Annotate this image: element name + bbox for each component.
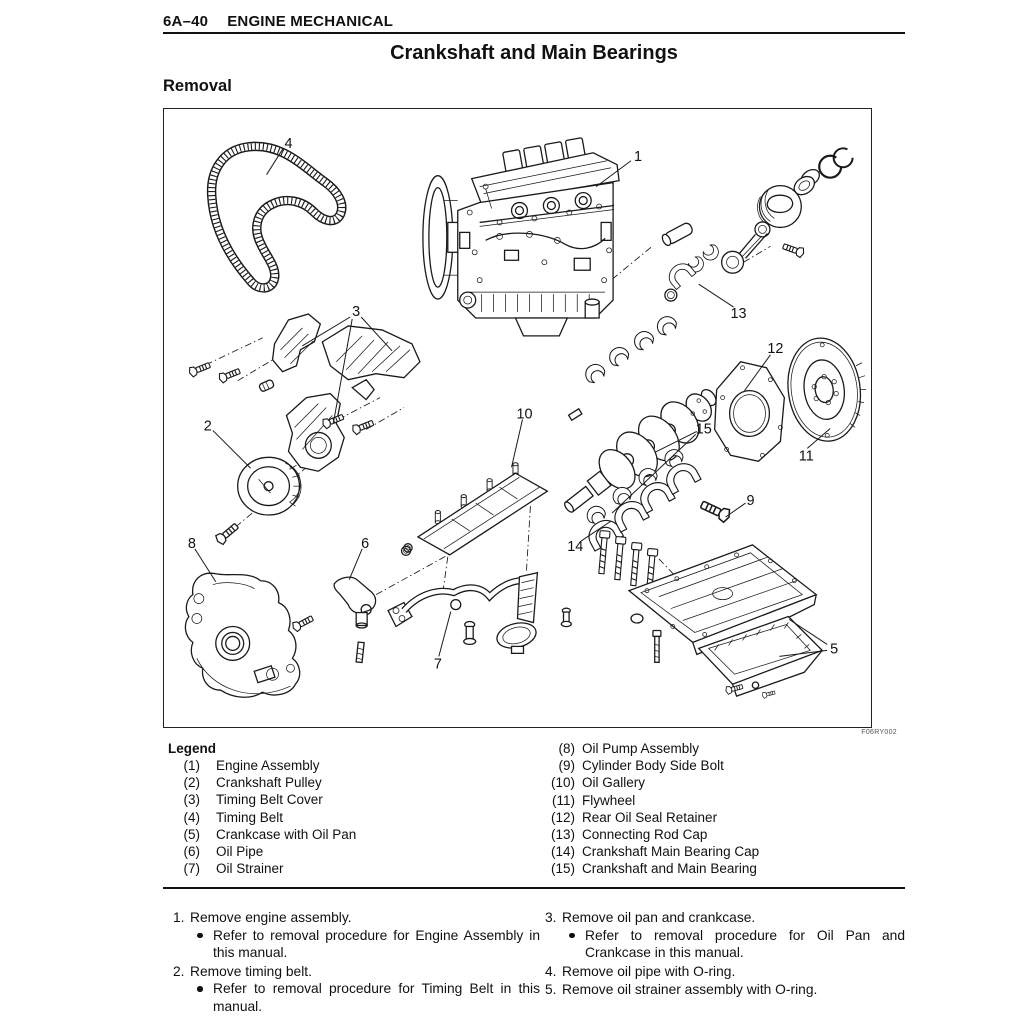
figure-frame: [163, 108, 872, 728]
legend-item-label: Oil Strainer: [216, 861, 284, 877]
legend-item-number: (3): [183, 792, 200, 808]
bullet-icon: [197, 933, 203, 939]
step-number: 4.: [545, 963, 557, 979]
legend-item-label: Cylinder Body Side Bolt: [582, 758, 724, 774]
legend-rule: [163, 887, 905, 889]
piston-connecting-rod-drawing: [661, 148, 853, 301]
legend-item-label: Connecting Rod Cap: [582, 827, 708, 843]
callout-5: 5: [830, 641, 839, 658]
bullet-icon: [569, 933, 575, 939]
legend-item: [545, 860, 759, 877]
legend-item-number: (11): [551, 792, 575, 808]
bullet-text: Refer to removal procedure for Timing Belt in this manual.: [213, 981, 540, 1014]
callout-14: 14: [567, 538, 584, 555]
procedure-step: [173, 909, 540, 927]
step-bullet: [173, 980, 540, 1015]
legend-item-label: Crankshaft and Main Bearing: [582, 861, 757, 877]
callout-12: 12: [767, 340, 784, 357]
legend-item-label: Crankshaft Main Bearing Cap: [582, 844, 760, 860]
legend-item: [176, 826, 356, 843]
legend-item-label: Crankshaft Pulley: [216, 775, 322, 791]
legend-item-number: (8): [558, 741, 575, 756]
step-text: Remove engine assembly.: [190, 910, 352, 925]
callout-15: 15: [695, 421, 712, 438]
legend-item-label: Crankcase with Oil Pan: [216, 826, 357, 842]
step-number: 3.: [545, 910, 557, 925]
bullet-text: Refer to removal procedure for Oil Pan and Crankcase in this manual.: [585, 927, 905, 961]
legend-item-number: (4): [183, 809, 200, 825]
figure-code: F06RY002: [861, 729, 897, 736]
step-text: Remove timing belt.: [190, 963, 312, 979]
legend-item-number: (2): [183, 775, 200, 791]
step-bullet: [173, 927, 540, 962]
step-number: 5.: [545, 982, 557, 998]
legend-item: [176, 843, 356, 860]
page-title: Crankshaft and Main Bearings: [390, 42, 678, 64]
subtitle-removal: Removal: [163, 77, 232, 95]
legend-item-number: (6): [183, 844, 200, 860]
legend-item: [176, 860, 356, 877]
callout-8: 8: [187, 535, 196, 552]
timing-belt-cover-drawing: [273, 314, 420, 471]
step-text: Remove oil pan and crankcase.: [562, 910, 756, 925]
legend-heading: Legend: [168, 741, 217, 756]
callout-1: 1: [633, 148, 643, 165]
legend-item-number: (9): [558, 758, 575, 774]
crankshaft-pulley-drawing: [238, 457, 301, 515]
legend-item-label: Timing Belt Cover: [216, 792, 323, 808]
step-number: 1.: [173, 910, 185, 925]
legend-item-label: Oil Gallery: [582, 775, 646, 791]
legend-item: [176, 791, 356, 808]
legend-item: [545, 740, 759, 757]
legend-item: [176, 809, 356, 826]
timing-belt-drawing: [212, 146, 342, 288]
legend-item: [545, 774, 759, 791]
callout-9: 9: [746, 493, 755, 510]
legend-item-label: Rear Oil Seal Retainer: [582, 809, 718, 825]
flywheel-drawing: [781, 333, 866, 445]
callout-10: 10: [516, 406, 533, 423]
running-header: [163, 13, 393, 30]
step-number: 2.: [173, 963, 185, 979]
section-code: 6A–40: [163, 13, 209, 30]
engine-assembly-drawing: [423, 138, 619, 336]
bullet-icon: [197, 986, 203, 992]
callout-6: 6: [361, 535, 370, 552]
legend-item-number: (10): [550, 775, 575, 791]
procedure-steps-right: [545, 908, 905, 999]
step-bullet: [545, 927, 905, 962]
legend-item: [545, 809, 759, 826]
procedure-step: [545, 963, 905, 981]
procedure-step: [173, 963, 540, 981]
callout-2: 2: [203, 418, 212, 435]
legend-item-number: (13): [550, 827, 575, 843]
legend-item-label: Timing Belt: [216, 809, 284, 825]
bullet-text: Refer to removal procedure for Engine Assembly in this manual.: [213, 927, 540, 961]
legend-item-label: Oil Pump Assembly: [582, 741, 700, 756]
legend-item: [176, 757, 356, 774]
legend-item-label: Flywheel: [582, 792, 636, 808]
exploded-diagram: [164, 109, 871, 727]
legend-item-number: (14): [550, 844, 575, 860]
section-title: ENGINE MECHANICAL: [227, 13, 394, 30]
legend-column-left: [176, 757, 356, 877]
oil-gallery-drawing: [404, 463, 548, 555]
legend-item: [545, 792, 759, 809]
oil-pump-drawing: [185, 573, 299, 697]
rear-oil-seal-retainer-drawing: [715, 362, 785, 462]
legend-column-right: [545, 740, 759, 878]
legend-item-number: (1): [183, 758, 200, 773]
legend-item-label: Oil Pipe: [216, 844, 264, 860]
legend-item-label: Engine Assembly: [216, 758, 320, 773]
callout-3: 3: [352, 304, 361, 321]
legend-item-number: (12): [550, 809, 575, 825]
legend-item-number: (7): [183, 861, 200, 877]
header-rule: [163, 32, 905, 34]
side-bolt-drawing: [699, 498, 732, 523]
oil-strainer-drawing: [388, 573, 571, 654]
legend-item: [176, 774, 356, 791]
procedure-step: [545, 981, 905, 999]
procedure-step: [545, 909, 905, 927]
legend-item: [545, 826, 759, 843]
procedure-steps-left: [173, 908, 540, 1016]
callout-13: 13: [730, 306, 747, 323]
legend-item-number: (5): [183, 826, 200, 842]
legend-item: [545, 843, 759, 860]
callout-4: 4: [284, 135, 293, 152]
callout-7: 7: [433, 656, 442, 673]
legend-item-number: (15): [550, 861, 575, 877]
step-text: Remove oil pipe with O-ring.: [562, 963, 736, 979]
legend-item: [545, 757, 759, 774]
callout-11: 11: [798, 448, 814, 465]
step-text: Remove oil strainer assembly with O-ring.: [562, 982, 818, 998]
